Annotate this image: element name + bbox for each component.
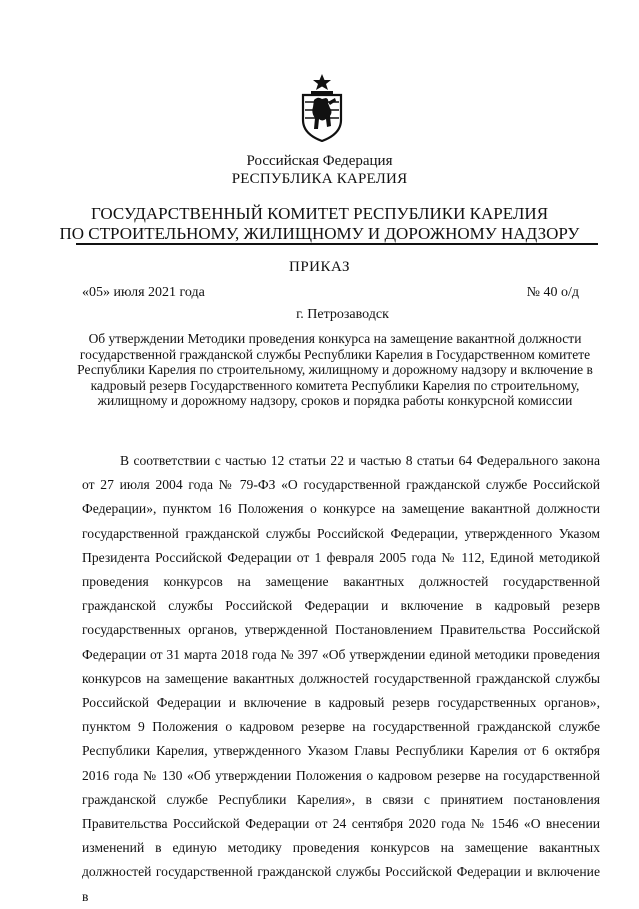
committee-name-line-2: ПО СТРОИТЕЛЬНОМУ, ЖИЛИЩНОМУ И ДОРОЖНОМУ НАДЗОРУ bbox=[59, 224, 580, 243]
republic-name: РЕСПУБЛИКА КАРЕЛИЯ bbox=[231, 171, 408, 187]
order-date: «05» июля 2021 года bbox=[82, 285, 205, 300]
karelia-coat-of-arms-icon bbox=[300, 74, 344, 142]
country-name: Российская Федерация bbox=[246, 153, 393, 169]
order-number: № 40 о/д bbox=[526, 285, 579, 300]
header-divider bbox=[76, 243, 598, 245]
document-type: ПРИКАЗ bbox=[289, 259, 350, 275]
committee-name-line-1: ГОСУДАРСТВЕННЫЙ КОМИТЕТ РЕСПУБЛИКИ КАРЕЛИЯ bbox=[90, 204, 549, 223]
order-subject: Об утверждении Методики проведения конкурса на замещение вакантной должности государственной гражданской службы Республики Карелия в Государственном комитете Республики Карелия по строительному, жилищному и дорожному надзору и включение в кадровый резерв Государственного комитета Республики Карелия по строительному, жилищному и дорожному надзору, сроков и порядка работы конкурсной комиссии bbox=[77, 331, 593, 408]
order-body-paragraph: В соответствии с частью 12 статьи 22 и частью 8 статьи 64 Федерального закона от 27 июля 2004 года № 79-ФЗ «О государственной гражданской службе Российской Федерации», пунктом 16 Положения о конкурсе на замещение вакантной должности государственной гражданской службы Российской Федерации, утвержденного Указом Президента Российской Федерации от 1 февраля 2005 года № 112, Единой методикой проведения конкурсов на замещение вакантных должностей государственной гражданской службы Российской Федерации и включение в кадровый резерв государственных органов, утвержденной Постановлением Правительства Российской Федерации от 31 марта 2018 года № 397 «Об утверждении единой методики проведения конкурсов на замещение вакантных должностей государственной гражданской службы Российской Федерации и включение в кадровый резерв государственных органов», пунктом 9 Положения о кадровом резерве на государственной гражданской службе Республики Карелия, утвержденного Указом Главы Республики Карелия от 6 октября 2016 года № 130 «Об утверждении Положения о кадровом резерве на государственной гражданской службе Республики Карелия», в связи с принятием постановления Правительства Российской Федерации от 24 сентября 2020 года № 1546 «О внесении изменений в единую методику проведения конкурсов на замещение вакантных должностей государственной гражданской службы Российской Федерации и включение в bbox=[82, 453, 600, 904]
order-city: г. Петрозаводск bbox=[296, 307, 389, 322]
